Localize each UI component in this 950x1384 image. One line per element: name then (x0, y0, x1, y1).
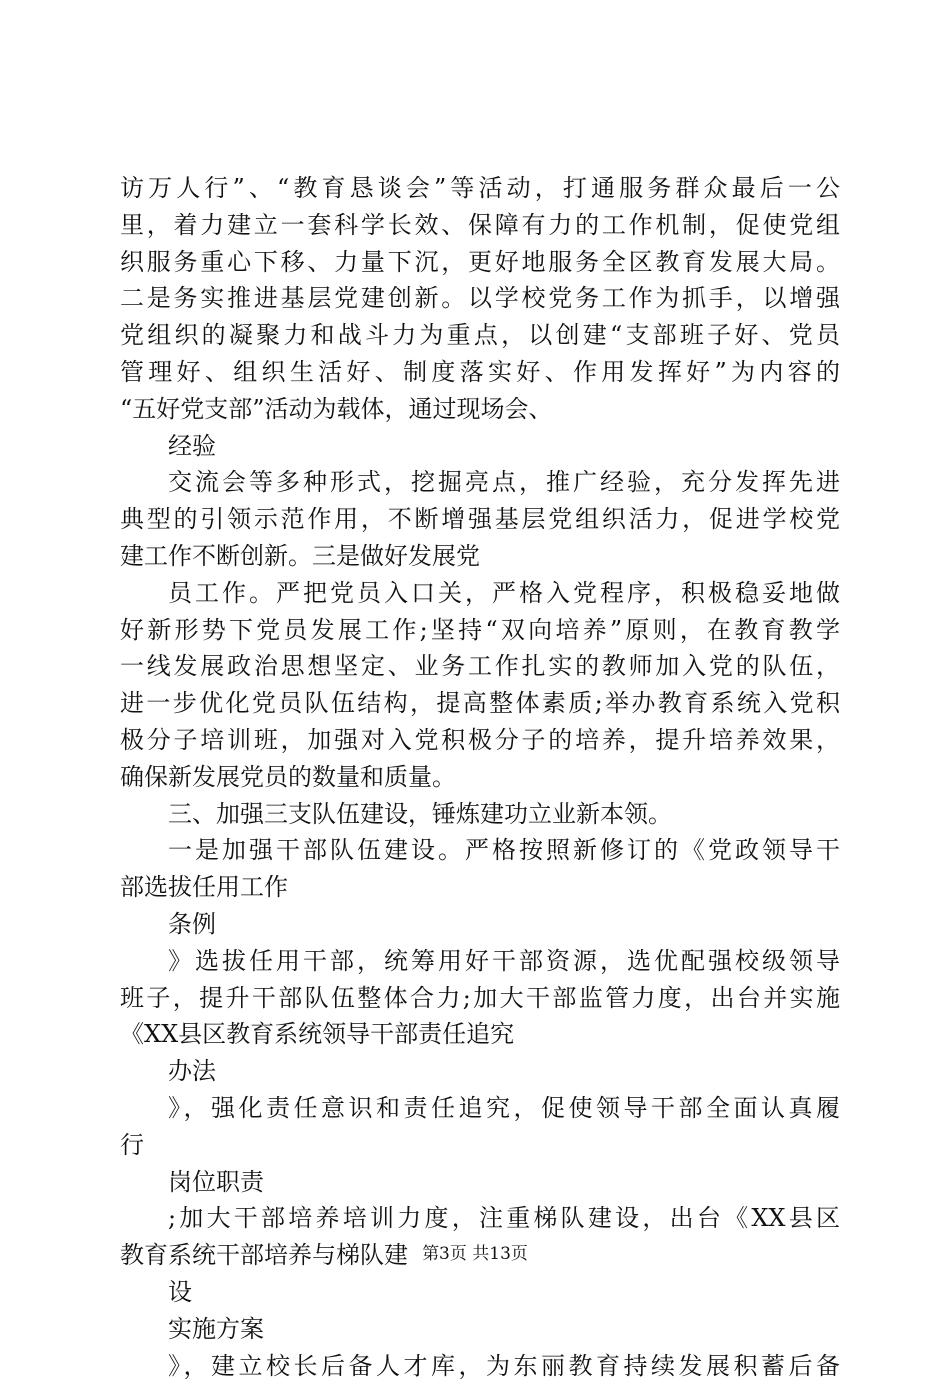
text-line: 好新形势下党员发展工作;坚持“双向培养”原则，在教育教学 (120, 612, 840, 649)
text-line: 办法 (120, 1053, 840, 1090)
text-line: 织服务重心下移、力量下沉，更好地服务全区教育发展大局。 (120, 244, 840, 281)
text-line: 经验 (120, 428, 840, 465)
text-line: 条例 (120, 906, 840, 943)
text-line: 一是加强干部队伍建设。严格按照新修订的《党政领导干 (120, 832, 840, 869)
text-line: 教育系统干部培养与梯队建 (120, 1237, 840, 1274)
text-line: 极分子培训班，加强对入党积极分子的培养，提升培养效果， (120, 722, 840, 759)
text-line: 典型的引领示范作用，不断增强基层党组织活力，促进学校党 (120, 501, 840, 538)
text-line: 《XX县区教育系统领导干部责任追究 (120, 1016, 840, 1053)
body-text (120, 170, 840, 1384)
text-line: “五好党支部”活动为载体，通过现场会、 (120, 391, 840, 428)
text-line: 员工作。严把党员入口关，严格入党程序，积极稳妥地做 (120, 575, 840, 612)
text-line: 》，建立校长后备人才库，为东丽教育持续发展积蓄后备 (120, 1348, 840, 1384)
text-line: 确保新发展党员的数量和质量。 (120, 759, 840, 796)
text-line: 班子，提升干部队伍整体合力;加大干部监管力度，出台并实施 (120, 980, 840, 1017)
text-line: 访万人行”、“教育恳谈会”等活动，打通服务群众最后一公 (120, 170, 840, 207)
page-footer (0, 1242, 950, 1266)
text-line: 》，强化责任意识和责任追究，促使领导干部全面认真履 (120, 1090, 840, 1127)
text-line: 部选拔任用工作 (120, 869, 840, 906)
text-line: 设 (120, 1274, 840, 1311)
text-line: 一线发展政治思想坚定、业务工作扎实的教师加入党的队伍， (120, 648, 840, 685)
text-line: 岗位职责 (120, 1164, 840, 1201)
text-line: 进一步优化党员队伍结构，提高整体素质;举办教育系统入党积 (120, 685, 840, 722)
text-line: 》选拔任用干部，统筹用好干部资源，选优配强校级领导 (120, 943, 840, 980)
text-line: 交流会等多种形式，挖掘亮点，推广经验，充分发挥先进 (120, 464, 840, 501)
text-line: 里，着力建立一套科学长效、保障有力的工作机制，促使党组 (120, 207, 840, 244)
text-line: 二是务实推进基层党建创新。以学校党务工作为抓手，以增强 (120, 280, 840, 317)
text-line: 管理好、组织生活好、制度落实好、作用发挥好”为内容的 (120, 354, 840, 391)
text-line: 党组织的凝聚力和战斗力为重点，以创建“支部班子好、党员 (120, 317, 840, 354)
text-line: 行 (120, 1127, 840, 1164)
text-line: 建工作不断创新。三是做好发展党 (120, 538, 840, 575)
section-heading: 三、加强三支队伍建设，锤炼建功立业新本领。 (120, 796, 840, 833)
text-line: 实施方案 (120, 1311, 840, 1348)
text-line: ;加大干部培养培训力度，注重梯队建设，出台《XX县区 (120, 1200, 840, 1237)
page-number-label: 第3页 共13页 (422, 1244, 528, 1264)
